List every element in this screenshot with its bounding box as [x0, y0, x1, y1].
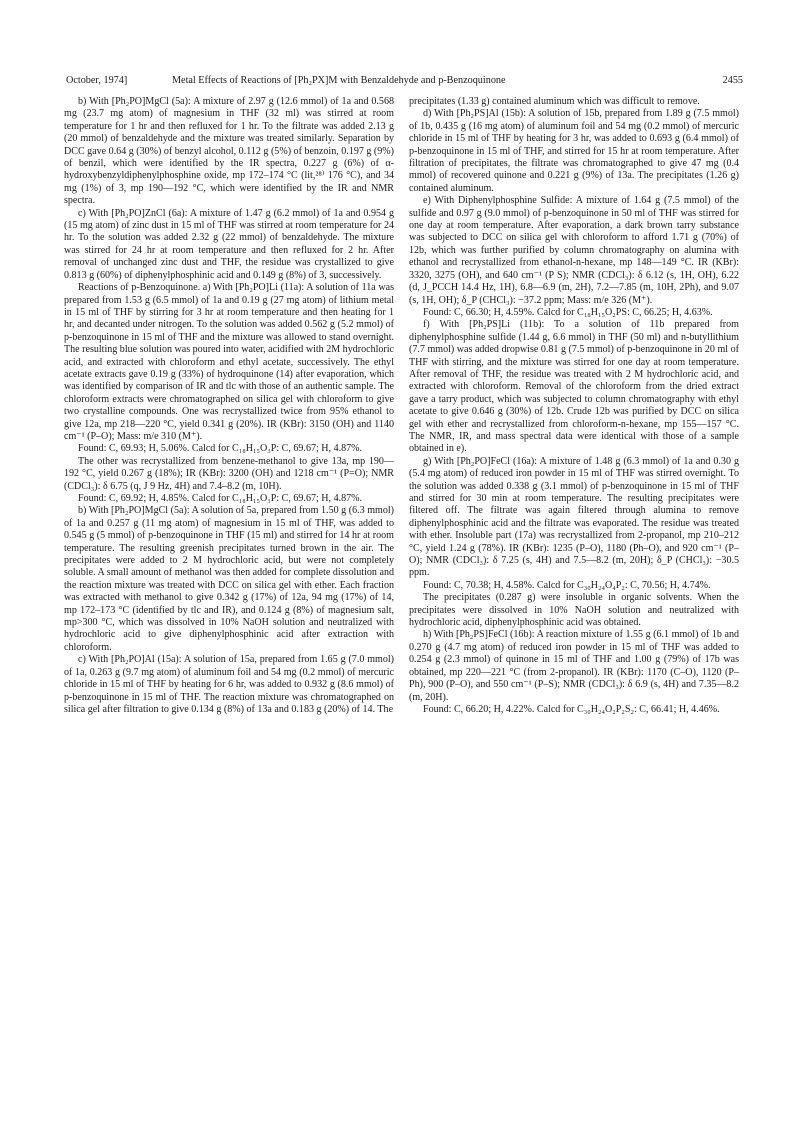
paragraph-continued: precipitates (1.33 g) contained aluminum which was difficult to remove. [409, 96, 700, 107]
left-column [64, 96, 394, 716]
paragraph-benzaldehyde-mgcl: b) With [Ph₂PO]MgCl (5a): A mixture of 2.97 g (12.6 mmol) of 1a and 0.568 mg (23.7 mg atom) of magnesium in THF (32 ml) was stirred at room temperature for 1 hr and then refluxed for 1 hr. To the filtrate was added 2.13 g (20 mmol) of benzaldehyde and the mixture was treated similarly. Separation by DCC gave 0.64 g (30%) of benzyl alcohol, 0.112 g (5%) of benzoin, 0.197 g (9%) of benzil, which were identified by the IR spectra, 0.227 g (6%) of α-hydroxybenzyldiphenylphosphine oxide, mp 172–174 °C (lit,²⁸⁾ 176 °C), and 34 mg (1%) of 3, mp 190—192 °C, which were identified by the IR and NMR spectra. [64, 96, 394, 207]
paragraph-quinone-psli: f) With [Ph₂PS]Li (11b): To a solution of 11b prepared from diphenylphosphine sulfide (1.44 g, 6.6 mmol) in THF (50 ml) and n-butyllithium (7.7 mmol) was added dropwise 0.81 g (7.5 mmol) of p-benzoquinone in 20 ml of THF with stirring, and the mixture was stirred for one day at room temperature. After removal of THF, the residue was treated with 2 M hydrochloric acid, and extracted with chloroform. Removal of the chloroform from the dried extract gave a tarry product, which was subjected to column chromatography with ethyl acetate to give 0.646 g (30%) of 12b. Crude 12b was purified by DCC on silica gel with ether and recrystallized from chloroform-n-hexane, mp 155—157 °C. The NMR, IR, and mass spectral data were identical with those of a sample obtained in e). [409, 319, 739, 455]
right-column [409, 96, 739, 716]
paragraph-quinone-al-15a: c) With [Ph₂PO]Al (15a): A solution of 15a, prepared from 1.65 g (7.0 mmol) of 1a, 0.263 g (9.7 mg atom) of aluminum foil and 54 mg (0.2 mmol) of mercuric chloride in 15 ml of THF by heating for 6 hr, was added to 0.932 g (8.6 mmol) of p-benzoquinone in 15 ml of THF. The reaction mixture was chromatographed on silica gel after filtration to give 0.134 g (8%) of 13a and 0.183 g (20%) of 14. The [64, 654, 394, 715]
article-title: Metal Effects of Reactions of [Ph₂PX]M with Benzaldehyde and p-Benzoquinone [172, 75, 506, 86]
paragraph-compound-13a: The other was recrystallized from benzene-methanol to give 13a, mp 190—192 °C, yield 0.267 g (18%); IR (KBr): 3200 (OH) and 1218 cm⁻¹ (P=O); NMR (CDCl₃): δ 6.75 (q, J 9 Hz, 4H) and 7.4–8.2 (m, 10H). [64, 455, 394, 492]
paragraph-quinone-psfecl: h) With [Ph₂PS]FeCl (16b): A reaction mixture of 1.55 g (6.1 mmol) of 1b and 0.270 g (4.7 mg atom) of reduced iron powder in 15 ml of THF was added to 0.254 g (2.3 mmol) of quinone in 15 ml of THF and 1.00 g (79%) of 17b was obtained, mp 220—221 °C (from 2-propanol). IR (KBr): 1170 (C–O), 1120 (P–Ph), 900 (P–O), and 550 cm⁻¹ (P–S); NMR (CDCl₃): δ 6.9 (s, 4H) and 7.35—8.2 (m, 20H). [409, 629, 739, 703]
running-header [66, 74, 743, 88]
paragraph-quinone-li: Reactions of p-Benzoquinone. a) With [Ph₂PO]Li (11a): A solution of 11a was prepared from 1.53 g (6.5 mmol) of 1a and 0.19 g (27 mg atom) of lithium metal in 15 ml of THF by stirring for 3 hr at room temperature and then heating for 1 hr, and decanted under nitrogen. To the solution was added 0.562 g (5.2 mmol) of p-benzoquinone in 15 ml of THF and the mixture was allowed to stand overnight. The resulting blue solution was poured into water, acidified with 2M hydrochloric acid, and extracted with chloroform and ethyl acetate, successively. The ethyl acetate extracts gave 0.19 g (33%) of hydroquinone (14) after evaporation, which was identified by comparison of IR and tlc with those of an authentic sample. The chloroform extracts were chromatographed on silica gel with chloroform to give two crystalline compounds. One was recrystallized twice from 95% ethanol to give 12a, mp 218—220 °C, yield 0.341 g (20%). IR (KBr): 3150 (OH) and 1140 cm⁻¹ (P–O); Mass: m/e 310 (M⁺). [64, 282, 394, 442]
paragraph-analysis-13a: Found: C, 69.92; H, 4.85%. Calcd for C₁₈H₁₅O₃P: C, 69.67; H, 4.87%. [78, 493, 363, 504]
paragraph-analysis-17a: Found: C, 70.38; H, 4.58%. Calcd for C₃₀H₂₄O₄P₂: C, 70.56; H, 4.74%. [423, 579, 711, 591]
paragraph-phosphine-sulfide: e) With Diphenylphosphine Sulfide: A mixture of 1.64 g (7.5 mmol) of the sulfide and 0.97 g (9.0 mmol) of p-benzoquinone in 50 ml of THF was stirred for one day at room temperature. After evaporation, a dark brown tarry substance was subjected to DCC on silica gel with chloroform to afford 1.71 g (70%) of 12b, which was further purified by column chromatography on alumina with ethanol and recrystallized from ethanol-n-hexane, mp 148—149 °C. IR (KBr): 3320, 3275 (OH), and 640 cm⁻¹ (P S); NMR (CDCl₃): δ 6.12 (s, 1H, OH), 6.22 (d, J_PCCH 14.4 Hz, 1H), 6.8—6.9 (m, 2H), 7.2—7.85 (m, 10H, 2Ph), and 9.07 (s, 1H, OH); δ_P (CHCl₃): −37.2 ppm; Mass: m/e 326 (M⁺). [409, 195, 739, 306]
paragraph-quinone-fecl: g) With [Ph₂PO]FeCl (16a): A mixture of 1.48 g (6.3 mmol) of 1a and 0.30 g (5.4 mg atom) of reduced iron powder in 15 ml of THF was stirred overnight. To the solution was added 0.338 g (3.1 mmol) of p-benzoquinone in 15 ml of THF and stirred for 30 min at room temperature. The resulting precipitates were filtered off. The filtrate was again filtered through alumina to remove diphenylphosphinic acid and the filtrate was evaporated. The residue was treated with ether. Insoluble part (17a) was recrystallized from 2-propanol, mp 210–212 °C, yield 1.24 g (78%). IR (KBr): 1235 (P–O), 1180 (Ph–O), and 920 cm⁻¹ (P–O); NMR (CDCl₃): δ 7.25 (s, 4H) and 7.5—8.2 (m, 20H); δ_P (CHCl₃): −30.5 ppm. [409, 455, 739, 579]
page-number: 2455 [722, 75, 743, 86]
paragraph-analysis-12a: Found: C, 69.93; H, 5.06%. Calcd for C₁₈H₁₅O₃P: C, 69.67; H, 4.87%. [78, 443, 363, 455]
paragraph-quinone-mgcl: b) With [Ph₂PO]MgCl (5a): A solution of 5a, prepared from 1.50 g (6.3 mmol) of 1a and 0.257 g (11 mg atom) of magnesium in 15 ml of THF, was added to 0.545 g (5 mmol) of p-benzoquinone in THF (15 ml) and stirred for 14 hr at room temperature. The resulting greenish precipitates turned brown in the air. The precipitates were added to 2 M hydrochloric acid, but were not completely soluble. A small amount of methanol was then added for complete dissolution and the reaction mixture was treated with DCC on silica gel with ether. Each fraction was extracted with methanol to give 0.342 g (17%) of 12a, 94 mg (17%) of 14, mp 172–173 °C (identified by tlc and IR), and 0.124 g (8%) of magnesium salt, mp>300 °C, which was dissolved in 10% NaOH solution and neutralized with hydrochloric acid to give diphenylphosphinic acid after extraction with chloroform. [64, 505, 394, 653]
journal-date: October, 1974] [66, 75, 128, 86]
paragraph-analysis-12b: Found: C, 66.30; H, 4.59%. Calcd for C₁₈H₁₅O₂PS: C, 66.25; H, 4.63%. [423, 306, 713, 318]
paragraph-precipitates: The precipitates (0.287 g) were insoluble in organic solvents. When the precipitates were dissolved in 10% NaOH solution and neutralized with hydrochloric acid, diphenylphosphinic acid was obtained. [409, 592, 739, 629]
paragraph-quinone-al-15b: d) With [Ph₂PS]Al (15b): A solution of 15b, prepared from 1.89 g (7.5 mmol) of 1b, 0.435 g (16 mg atom) of aluminum foil and 54 mg (0.2 mmol) of mercuric chloride in 15 ml of THF by heating for 3 hr, was added to 0.693 g (6.4 mmol) of p-benzoquinone in 15 ml of THF, and stirred for 15 hr at room temperature. After filtration of precipitates, the filtrate was chromatographed to give 47 mg (0.4 mmol) of recovered quinone and 0.221 g (9%) of 13a. The precipitates (1.26 g) contained aluminum. [409, 108, 739, 194]
paragraph-benzaldehyde-zncl: c) With [Ph₂PO]ZnCl (6a): A mixture of 1.47 g (6.2 mmol) of 1a and 0.954 g (15 mg atom) of zinc dust in 15 ml of THF was stirred at room temperature for 24 hr. To the solution was added 2.32 g (22 mmol) of benzaldehyde. The mixture was stirred for 24 hr at room temperature and then refluxed for 2 hr. After removal of unchanged zinc dust and THF, the residue was crystallized to give 0.813 g (60%) of diphenylphosphinic acid and 0.149 g (8%) of 3, successively. [64, 207, 394, 281]
paragraph-analysis-17b: Found: C, 66.20; H, 4.22%. Calcd for C₃₀H₂₄O₂P₂S₂: C, 66.41; H, 4.46%. [423, 703, 720, 715]
